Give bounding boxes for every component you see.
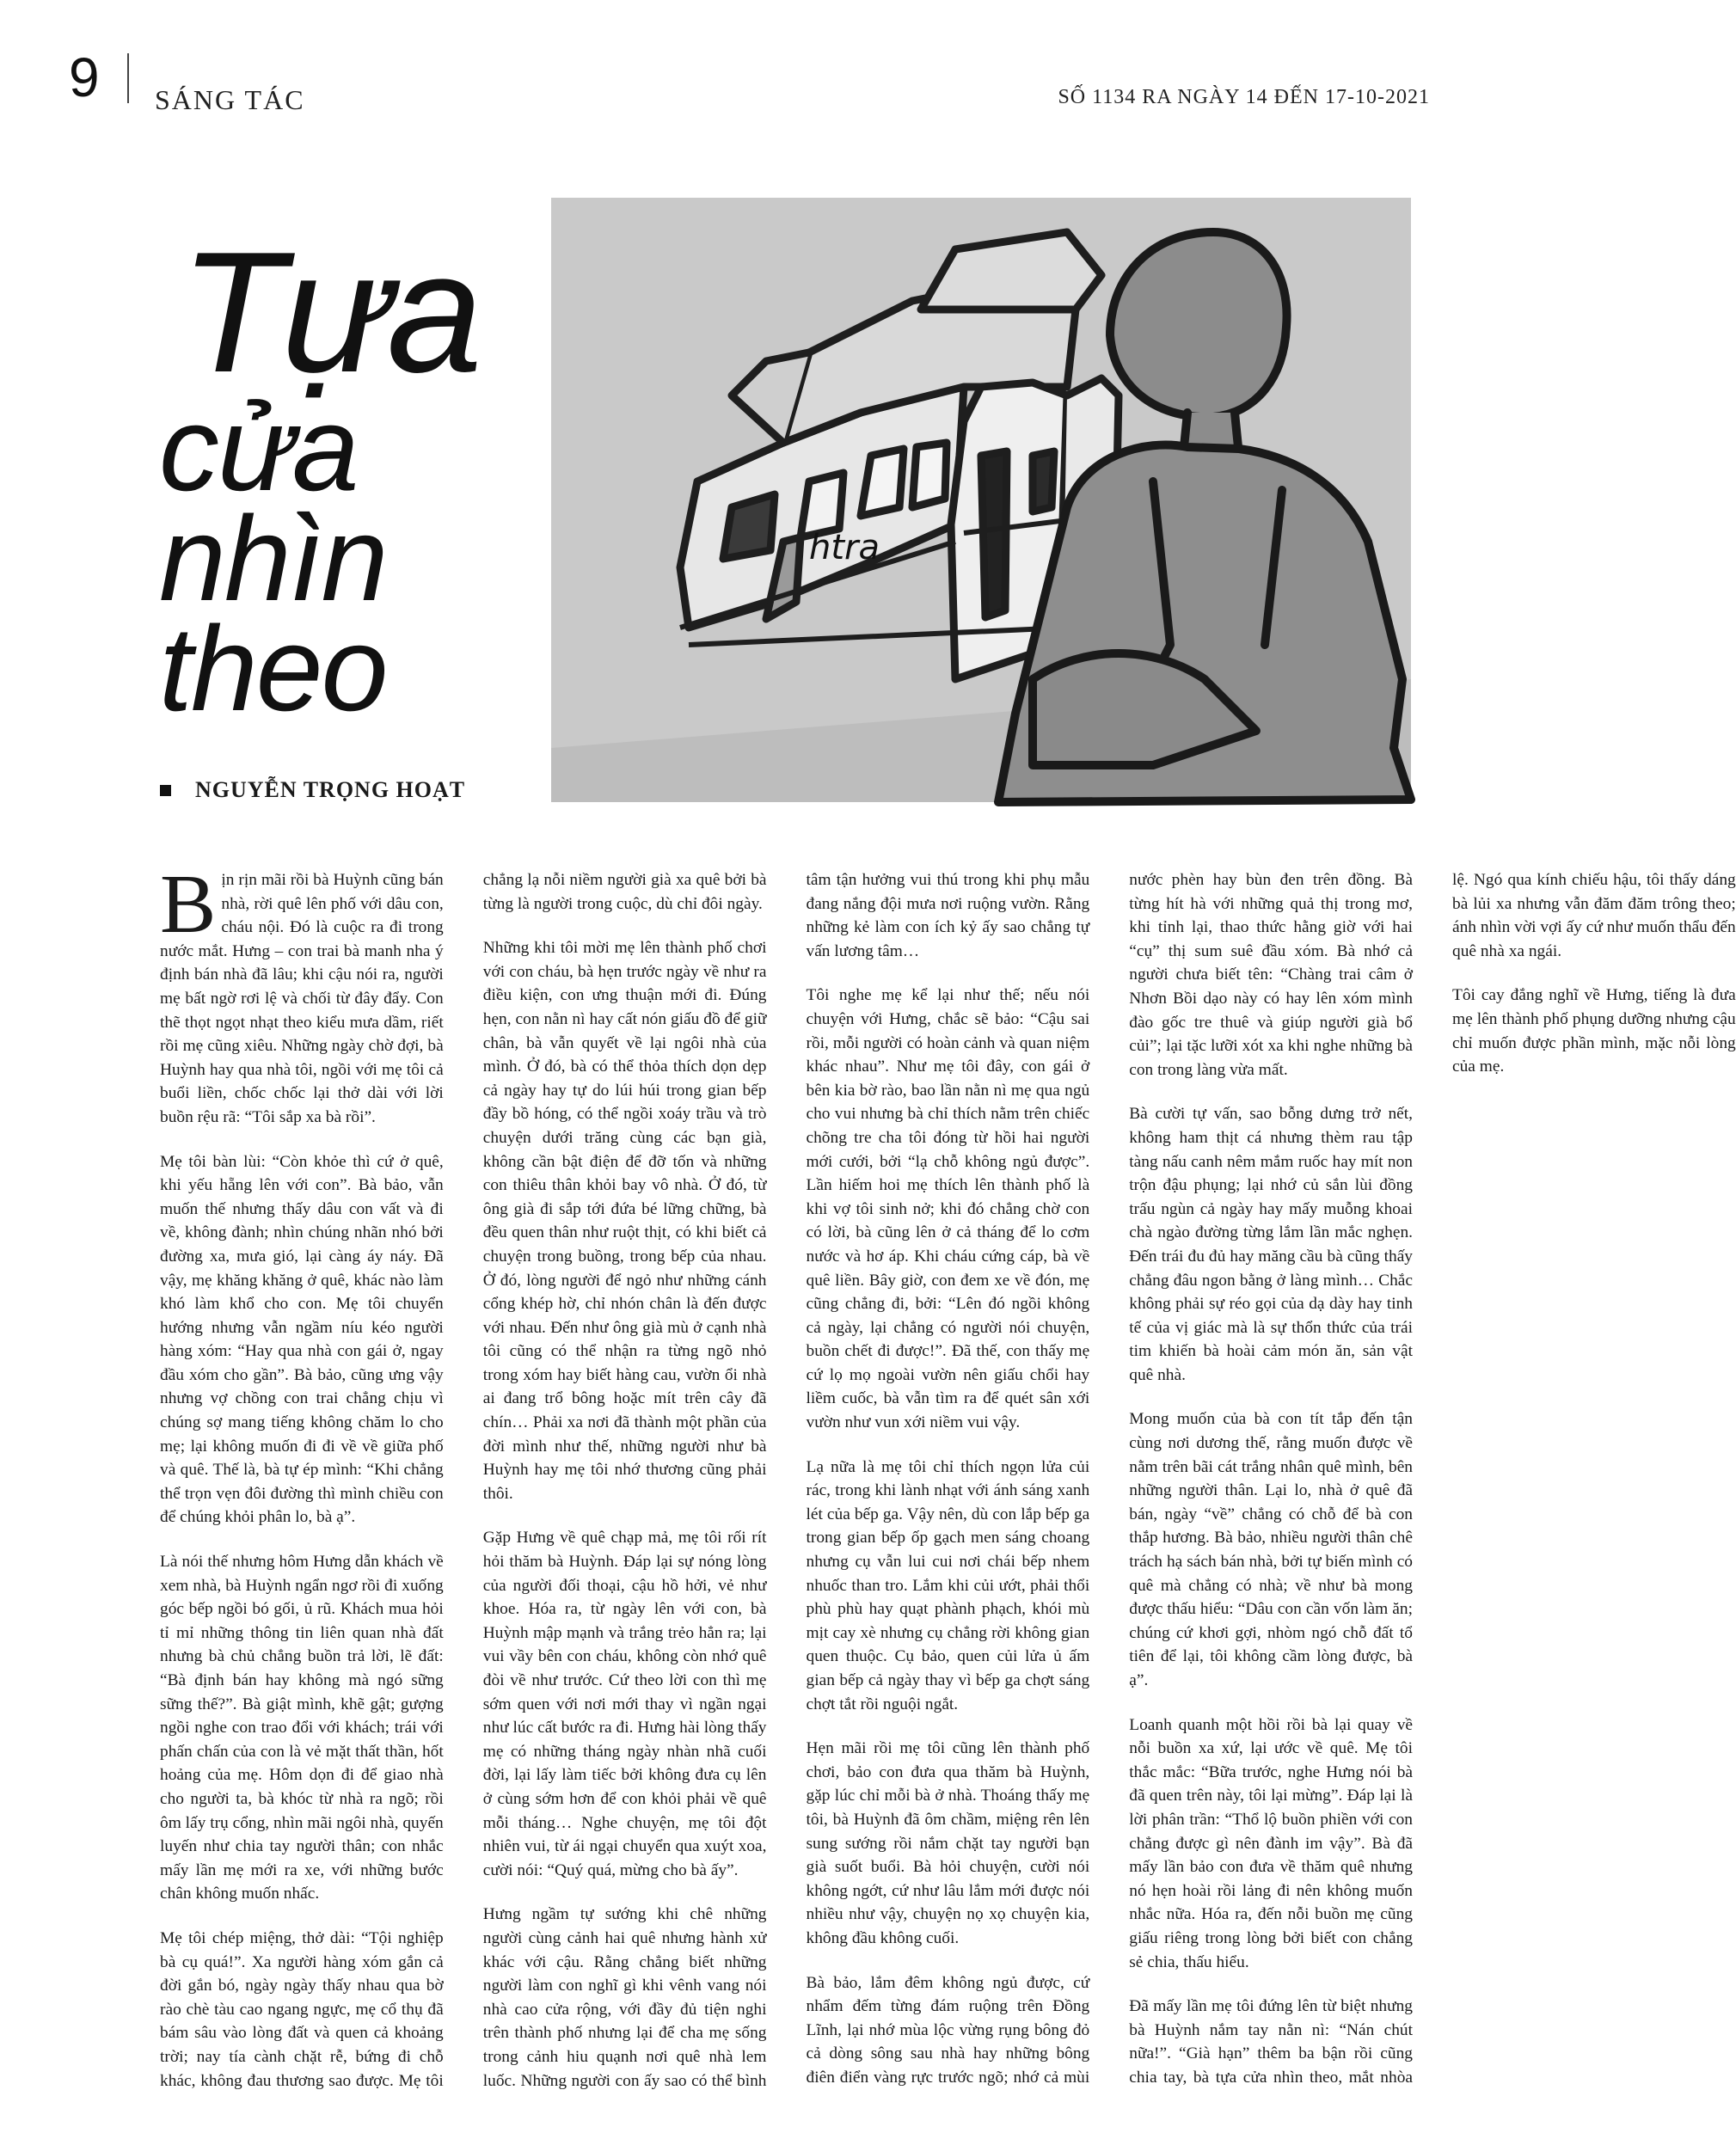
body-paragraph: Mẹ tôi chép miệng, thở dài: “Tội nghiệp bà cụ quá!”. Xa người hàng xóm gắn cả đời gắn bó, ngày ngày thấy nhau qua bờ rào chè tàu cao ngang ngực, mẹ cổ thụ đã bám sâu vào lòng đất và quen cả khoảng trời; nay tía cành chặt rễ, bứng đi chỗ khác, không đau thương sao được. Mẹ tôi chẳng lạ nỗi niềm người già xa quê bởi bà từng là người trong cuộc, dù chỉ đôi ngày.	[160, 871, 767, 2090]
body-paragraph: Gặp Hưng về quê chạp mả, mẹ tôi rối rít hỏi thăm bà Huỳnh. Đáp lại sự nóng lòng của người đối thoại, cậu hồ hởi, vẻ như khoe. Hóa ra, từ ngày lên với con, bà Huỳnh mập mạnh và trắng trẻo hẳn ra; lại vui vầy bên con cháu, không còn nhớ quê đòi về như trước. Cứ theo lời con thì mẹ sớm quen với nơi mới thay vì ngần ngại như lúc cất bước ra đi. Hưng hài lòng thấy mẹ có những tháng ngày nhàn nhã cuối đời, lại lấy làm tiếc bởi không đưa cụ lên ở cùng sớm hơn để con khỏi phải về quê mỗi tháng… Nghe chuyện, mẹ tôi đột nhiên vui, từ ái ngại chuyển qua xuýt xoa, cười nói: “Quý quá, mừng cho bà ấy”.	[482, 1529, 767, 1879]
title-line: Tựa	[180, 217, 480, 408]
article-body	[160, 858, 1736, 2093]
body-paragraph: Bà cười tự vấn, sao bỗng dưng trở nết, không ham thịt cá nhưng thèm rau tập tàng nấu canh nêm mắm ruốc hay mít non trộn đậu phụng; lại nhớ củ sắn lùi đồng trấu ngùn cả ngày hay mấy muỗng khoai chà ngào đường từng lắm lần mắc nghẹn. Đến trái đu đủ hay măng cầu bà cũng thấy chẳng đâu ngon bằng ở làng mình… Chắc không phải sự réo gọi của dạ dày hay tinh tế của vị giác mà là sự thổn thức của trái tim khiến bà hoài cảm món ăn, sản vật quê nhà.	[1129, 1105, 1413, 1384]
body-paragraph: Mẹ tôi bàn lùi: “Còn khỏe thì cứ ở quê, khi yếu hẵng lên với con”. Bà bảo, vẫn muốn thế nhưng thấy dâu con vất và đi về, không đành; nhìn chúng nhãn nhó bởi đường xa, mưa gió, lại càng áy náy. Đã vậy, mẹ khăng khăng ở quê, khác nào làm khó làm khổ cho con. Mẹ tôi chuyển hướng nhưng vẫn ngầm níu kéo người hàng xóm: “Hay qua nhà con gái ở, ngay đầu xóm cho gần”. Bà bảo, cũng ưng vậy nhưng vợ chồng con trai chẳng chịu vì chúng sợ mang tiếng không chăm lo cho mẹ; lại không muốn đi đi về về giữa phố và quê. Thế là, bà tự ép mình: “Khi chẳng thể trọn vẹn đôi đường thì mình chiều con để chúng khỏi phân lo, bà ạ”.	[160, 1152, 444, 1527]
body-paragraph: Lạ nữa là mẹ tôi chỉ thích ngọn lửa củi rác, trong khi lành nhạt với ánh sáng xanh lét của bếp ga. Vậy nên, dù con lắp bếp ga trong gian bếp ốp gạch men sáng choang nhưng cụ vẫn lui cui nơi chái bếp nhem nhuốc than tro. Lắm khi củi ướt, phải thổi phù phù hay quạt phành phạch, khói mù mịt cay xè nhưng cụ chẳng rời không gian quen thuộc. Cụ bảo, quen củi lửa ủ ấm gian bếp cả ngày thay vì bếp ga chợt sáng chợt tắt rồi nguội ngắt.	[806, 1457, 1090, 1713]
author-byline	[160, 777, 465, 803]
body-paragraph: Là nói thế nhưng hôm Hưng dẫn khách về xem nhà, bà Huỳnh ngẩn ngơ rồi đi xuống góc bếp ngồi bó gối, ủ rũ. Khách mua hỏi tỉ mỉ những thông tin liên quan nhà đất nhưng bà chủ chẳng buồn trả lời, lẽ đất: “Bà định bán hay không mà ngó sững sững thế?”. Bà giật mình, khẽ gật; gượng ngồi nghe con trao đổi với khách; trái với phấn chấn của con là vẻ mặt thất thần, hốt hoảng của mẹ. Hôm dọn đi để giao nhà cho người ta, bà khóc từ nhà ra ngõ; rồi ôm lấy trụ cổng, nhìn mãi ngôi nhà, quyến luyến như chia tay người thân; con nhắc mấy lần mẹ mới ra xe, với những bước chân không muốn nhấc.	[160, 1553, 444, 1903]
header-divider	[127, 53, 129, 103]
body-paragraph: Mong muốn của bà con tít tắp đến tận cùng nơi dương thế, rằng muốn được về nằm trên bãi cát trắng nhân quê mình, bên những người thân. Lại lo, nhà ở quê đã bán, ngày “về” chẳng có chỗ để bà con thắp hương. Bà bảo, nhiều người thân chê trách hạ sách bán nhà, bởi tự biến mình có quê mà chẳng có nhà; về như bà mong được thấu hiểu: “Dâu con cần vốn làm ăn; chúng cứ khơi gợi, nhòm ngó chỗ đất tổ tiên để lại, tôi không cầm lòng được, bà ạ”.	[1129, 1410, 1413, 1689]
author-name: NGUYỄN TRỌNG HOẠT	[195, 777, 466, 802]
illustration-signature: htra	[809, 528, 880, 567]
issue-info: SỐ 1134 RA NGÀY 14 ĐẾN 17-10-2021	[1058, 86, 1430, 108]
article-title	[159, 217, 520, 736]
body-paragraph: Bà bảo, lắm đêm không ngủ được, cứ nhẩm đếm từng đám ruộng trên Đồng Lĩnh, lại nhớ mùa lộc vừng rụng bông đỏ cả dòng sông sau nhà hay những bông điên điển vàng rực trước ngõ; nhớ cả mùi nước phèn hay bùn đen trên đồng. Bà từng hít hà với những quả thị trong mơ, khi tỉnh lại, thao thức hằng giờ với hai “cụ” thị sum suê đầu xóm. Bà nhớ cả người chưa biết tên: “Chàng trai câm ở Nhơn Bồi dạo này có hay lên xóm mình đào gốc tre thuê và giúp người già bổ củi”; lại tặc lưỡi xót xa khi nghe những bà con trong làng vừa mất.	[806, 871, 1413, 2087]
title-line: nhìn	[159, 491, 387, 626]
bullet-square-icon	[160, 785, 171, 796]
body-paragraph: Tôi cay đắng nghĩ về Hưng, tiếng là đưa mẹ lên thành phố phụng dưỡng nhưng cậu chỉ muốn được phần mình, mặc nỗi lòng của mẹ.	[1452, 986, 1736, 1076]
title-line: cửa	[159, 381, 358, 516]
body-paragraph: Những khi tôi mời mẹ lên thành phố chơi với con cháu, bà hẹn trước ngày về như ra điều kiện, con ưng thuận mới đi. Đúng hẹn, con nằn nì hay cất nón giấu đồ để giữ chân, bà vẫn quyết về lại ngôi nhà của mình. Ở đó, bà có thể thỏa thích dọn dẹp cả ngày hay tự do lúi húi trong gian bếp đầy bồ hóng, có thể ngồi xoáy trầu và trò chuyện dưới trăng cùng các bạn già, không cần bật điện để đỡ tốn và những con thiêu thân khỏi bay vô nhà. Ở đó, từ ông già đi sắp tới đứa bé lững chững, bà đều quen thân như ruột thịt, có khi biết cả chuyện trong buồng, trong bếp của nhau. Ở đó, lòng người để ngỏ như những cánh cổng khép hờ, chỉ nhón chân là đến được với nhau. Đến như ông già mù ở cạnh nhà tôi cũng có thể nhận ra từng ngõ nhỏ trong xóm hay biết hàng cau, vườn ổi nhà ai đang trổ bông hoặc mít trên cây đã chín… Phải xa nơi đã thành một phần của đời mình như thế, những người như bà Huỳnh hay mẹ tôi nhớ thương cũng phải thôi.	[482, 939, 767, 1503]
body-paragraph: Bịn rịn mãi rồi bà Huỳnh cũng bán nhà, rời quê lên phố với dâu con, cháu nội. Đó là cuộc ra đi trong nước mắt. Hưng – con trai bà manh nha ý định bán nhà đã lâu; khi cậu nói ra, người mẹ bất ngờ rơi lệ và chối từ đây đẩy. Con thẽ thọt ngọt nhạt theo kiểu mưa dầm, riết rồi mẹ cũng xiêu. Những ngày chờ đợi, bà Huỳnh hay qua nhà tôi, ngồi với mẹ tôi cả buổi liền, chốc chốc lại thở dài với lời buồn rệu rã: “Tôi sắp xa bà rồi”.	[160, 858, 444, 1126]
section-name: SÁNG TÁC	[155, 84, 305, 115]
body-paragraph: Hẹn mãi rồi mẹ tôi cũng lên thành phố chơi, bảo con đưa qua thăm bà Huỳnh, gặp lúc chỉ mỗi bà ở nhà. Thoáng thấy mẹ tôi, bà Huỳnh đã ôm chầm, miệng rên lên sung sướng rồi nắm chặt tay người bạn già suốt buổi. Bà hỏi chuyện, cười nói không ngớt, cứ như lâu lắm mới được nói nhiều như vậy, chuyện nọ xọ chuyện kia, không đầu không cuối.	[806, 1739, 1090, 1947]
title-line: theo	[159, 601, 387, 736]
body-paragraph: Hưng ngầm tự sướng khi chê những người cùng cảnh hai quê nhưng hành xử khác với cậu. Rằng chẳng biết những người làm con nghĩ gì khi vênh vang nói nhà cao cửa rộng, với đầy đủ tiện nghi trên thành phố nhưng lại để cha mẹ sống trong cảnh hiu quạnh nơi quê nhà lem luốc. Những người con ấy sao có thể bình tâm tận hưởng vui thú trong khi phụ mẫu đang nắng đội mưa nơi ruộng vườn. Rằng những kẻ làm con ích kỷ ấy sao chẳng tự vấn lương tâm…	[482, 871, 1090, 2090]
body-paragraph: Tôi nghe mẹ kể lại như thế; nếu nói chuyện với Hưng, chắc sẽ bảo: “Cậu sai rồi, mỗi người có hoàn cảnh và quan niệm khác nhau”. Như mẹ tôi đây, con gái ở bên kia bờ rào, bao lần nằn nì mẹ qua ngủ cho vui nhưng bà chỉ thích nằm trên chiếc chõng tre cha tôi đóng từ hồi hai người mới cưới, bởi “lạ chỗ không ngủ được”. Lần hiếm hoi mẹ thích lên thành phố là khi vợ tôi sinh nở; khi đó chẳng chờ con có lời, bà cũng lên ở cả tháng để lo cơm nước và hơ áp. Khi cháu cứng cáp, bà về quê liền. Bây giờ, con đem xe về đón, mẹ cũng chẳng đi, bởi: “Lên đó ngồi không cả ngày, lại chẳng có người nói chuyện, buồn chết đi được!”. Đã thế, con thấy mẹ cứ lọ mọ ngoài vườn nên giấu chổi hay liềm cuốc, bà vẫn tìm ra để quét sân xới vườn như vun xới niềm vui vậy.	[806, 986, 1090, 1432]
page-number: 9	[69, 46, 100, 108]
body-paragraph: Loanh quanh một hồi rồi bà lại quay về nỗi buồn xa xứ, lại ước về quê. Mẹ tôi thắc mắc: “Bữa trước, nghe Hưng nói bà đã quen trên này, tôi lại mừng”. Đáp lại là lời phân trần: “Thổ lộ buồn phiền với con chẳng được gì nên đành im vậy”. Bà đã mấy lần bảo con đưa về thăm quê nhưng nó hẹn hoài rồi lảng đi nên không muốn nhắc nữa. Hóa ra, đến nỗi buồn mẹ cũng giấu riêng trong lòng bởi biết con chẳng sẻ chia, thấu hiểu.	[1129, 1715, 1413, 1971]
article-illustration	[551, 198, 1411, 802]
body-paragraph: Đã mấy lần mẹ tôi đứng lên từ biệt nhưng bà Huỳnh nắm tay nằn nì: “Nán chút nữa!”. “Già hạn” thêm ba bận rồi cũng chia tay, bà tựa cửa nhìn theo, mắt nhòa lệ. Ngó qua kính chiếu hậu, tôi thấy dáng bà lủi xa nhưng vẫn đăm đăm trông theo; ánh nhìn vời vợi ấy cứ như muốn thẩu đến quê nhà xa ngái.	[1129, 871, 1736, 2087]
